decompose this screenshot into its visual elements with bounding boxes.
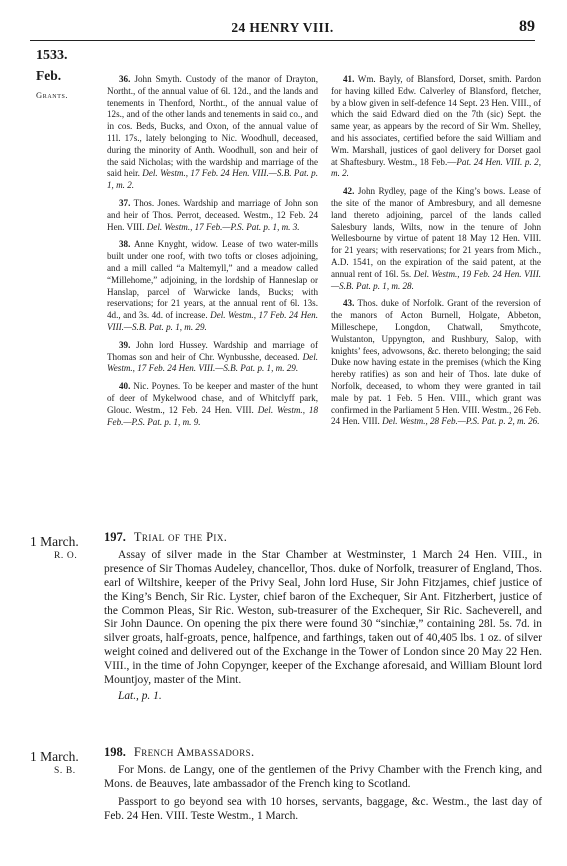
item-197	[104, 531, 542, 704]
entry-number: 43.	[343, 298, 355, 309]
page-number: 89	[519, 18, 535, 35]
item-198-date: 1 March.	[30, 749, 79, 764]
grant-entry	[107, 340, 318, 375]
grant-entry	[107, 381, 318, 428]
margin-year: 1533.	[36, 48, 68, 63]
entry-text: Wm. Bayly, of Blansford, Dorset, smith. Pardon for having killed Edw. Calverley of Blansford, fletcher, by a blow given in self-defence 14 Sept. 23 Hen. VIII., of which the said Edward died on the 7th (sic) Sept. the same year, as appears by the record of Sir Wm. Shelley, and his associates, certified before the said William and Wm. Marshall, justices of gaol delivery for Dorset gaol at Shaftesbury. Westm., 18 Feb.—	[331, 74, 541, 167]
entry-text: Nic. Poynes. To be keeper and master of the hunt of deer of Mykelwood chase, and of Whitclyff park, Glouc. Westm., 12 Feb. 24 Hen. VIII.	[107, 381, 318, 415]
grant-entry	[331, 298, 541, 428]
grant-entry	[331, 74, 541, 180]
item-198-source: S. B.	[54, 766, 76, 776]
item-title: French Ambassadors.	[133, 745, 255, 759]
entry-reference: Del. Westm., 19 Feb. 24 Hen. VIII.—S.B. Pat. p. 1, m. 28.	[331, 268, 541, 291]
item-198-heading	[104, 746, 542, 760]
grant-entry	[331, 186, 541, 292]
item-197-heading	[104, 531, 542, 545]
entry-text: John Rydley, page of the King’s bows. Lease of the site of the manor of Ambresbury, and all demesne land thereto adjoining, parcel of the lands called Salesbury lands, Wilts, now in the tenure of John Wellesbourne by virtue of patent 18 May 12 Hen. VIII. for 21 years; with reservations; for 21 years from Mich., A.D. 1541, on the expiration of the said patent, at the annual rent of 16l. 5s.	[331, 186, 541, 279]
page-header	[30, 16, 535, 38]
entry-number: 37.	[119, 197, 131, 208]
item-number: 198.	[104, 745, 126, 759]
grants-left-column	[107, 74, 318, 434]
item-number: 197.	[104, 530, 126, 544]
item-198	[104, 746, 542, 824]
item-197-citation: Lat., p. 1.	[118, 689, 162, 702]
entry-text: John lord Hussey. Wardship and marriage of Thomas son and heir of Chr. Wynbusshe, deceased.	[107, 339, 318, 362]
entry-text: Thos. Jones. Wardship and marriage of John son and heir of Thos. Perrot, deceased. Westm., 12 Feb. 24 Hen. VIII.	[107, 197, 318, 232]
item-198-para-1: For Mons. de Langy, one of the gentlemen of the Privy Chamber with the French king, and Mons. de Beauves, late ambassador of the French king to Scotland.	[104, 763, 542, 790]
entry-number: 41.	[343, 74, 355, 84]
entry-number: 39.	[119, 339, 131, 350]
margin-month: Feb.	[36, 68, 62, 83]
grants-right-column	[331, 74, 541, 434]
header-rule	[30, 40, 535, 41]
grant-entry	[107, 74, 318, 192]
item-197-date: 1 March.	[30, 534, 79, 549]
entry-text: John Smyth. Custody of the manor of Drayton, Northt., of the annual value of 6l. 12d., and the lands and tenements in Thenford, Northt., of the annual value of 12s., and of the other lands and tenements in said co., and in cos. Beds, Bucks, and Oxon, of the annual value of 11l. 17s., lately belonging to Nic. Woodhull, deceased, during the minority of Anth. Woodhull, son and heir of the said Nicholas; with the wardship and marriage of the said heir.	[107, 74, 318, 179]
entry-number: 40.	[119, 381, 131, 392]
entry-reference: Del. Westm., 17 Feb.—P.S. Pat. p. 1, m. 3.	[146, 221, 300, 232]
entry-reference: Del. Westm., 28 Feb.—P.S. Pat. p. 2, m. 26.	[382, 416, 540, 427]
entry-number: 38.	[119, 239, 131, 250]
grant-entry	[107, 198, 318, 233]
entry-reference: Del. Westm., 17 Feb. 24 Hen. VIII.—S.B. Pat. p. 1, m. 29.	[107, 351, 318, 374]
entry-text: Anne Knyght, widow. Lease of two water-mills built under one roof, with two tofts or closes adjoining, and a mill called “a Maltemyll,” and a meadow called “Millehome,” adjoining, in the lordship of Hanneslap or Hanslap, parcel of Warwicke lands, Bucks; with reservations; for 21 years, at the annual rent of 6l. 13s. 4d., and 3s. 4d. of increase.	[107, 239, 318, 321]
entry-text: Thos. duke of Norfolk. Grant of the reversion of the manors of Acton Burnell, Holgate, Abbeton, Milleschepe, Longdon, Chatwall, Smythcote, Wulstanton, Uppyngton, and Rushbury, Salop, with knights’ fees, advowsons, &c. thereto belonging; the said Duke now having estate in the premises (which the King hereby ratifies) as son and heir of Thos. late duke of Norfolk, deceased, to whom they were granted in tail male by pat. 1 Feb. 5 Hen. VIII., which grant was confirmed in the Parliament 5 Hen. VIII. Westm., 26 Feb. 24 Hen. VIII.	[331, 298, 541, 427]
entry-number: 36.	[119, 74, 131, 84]
margin-section: Grants.	[36, 90, 69, 100]
entry-reference: Pat. 24 Hen. VIII. p. 2, m. 2.	[331, 156, 541, 179]
item-197-body: Assay of silver made in the Star Chamber at Westminster, 1 March 24 Hen. VIII., in presence of Sir Thomas Audeley, chancellor, Thos. duke of Norfolk, treasurer of England, Thos. earl of Wiltshire, keeper of the Privy Seal, John lord Huse, Sir John Fitzjames, chief justice of the King’s Bench, Sir Ric. Lyster, chief baron of the Exchequer, Sir Ant. Fitzherbert, justice of the Common Pleas, Sir Ric. Weston, sub-treasurer of the Exchequer, Sir Ric. Sacheverell, and Sir John Daunce. On opening the pix there were found 30 “sinchiæ,” containing 28l. 5s. 7d. in silver groats, half-groats, pence, halfpence, and farthings, taken out of 40,405 lbs. 1 oz. of silver weight coined and delivered out of the Exchange in the Tower of London since 20 May 22 Hen. VIII., in the time of John Copynger, keeper of the Exchange aforesaid, and William Blount lord Mountjoy, master of the Mint.	[104, 548, 542, 687]
entry-number: 42.	[343, 186, 355, 197]
grant-entry	[107, 239, 318, 333]
item-title: Trial of the Pix.	[133, 530, 228, 544]
running-head: 24 HENRY VIII.	[231, 20, 334, 35]
item-197-source: R. O.	[54, 551, 78, 561]
entry-reference: Del. Westm., 17 Feb. 24 Hen. VIII.—S.B. Pat. p. 1, m. 2.	[107, 168, 318, 191]
entry-reference: Del. Westm., 17 Feb. 24 Hen. VIII.—S.B. Pat. p. 1, m. 29.	[107, 310, 318, 332]
item-198-para-2: Passport to go beyond sea with 10 horses, servants, baggage, &c. Westm., the last day of Feb. 24 Hen. VIII. Teste Westm., 1 March.	[104, 795, 542, 822]
entry-reference: Del. Westm., 18 Feb.—P.S. Pat. p. 1, m. 9.	[107, 404, 318, 427]
